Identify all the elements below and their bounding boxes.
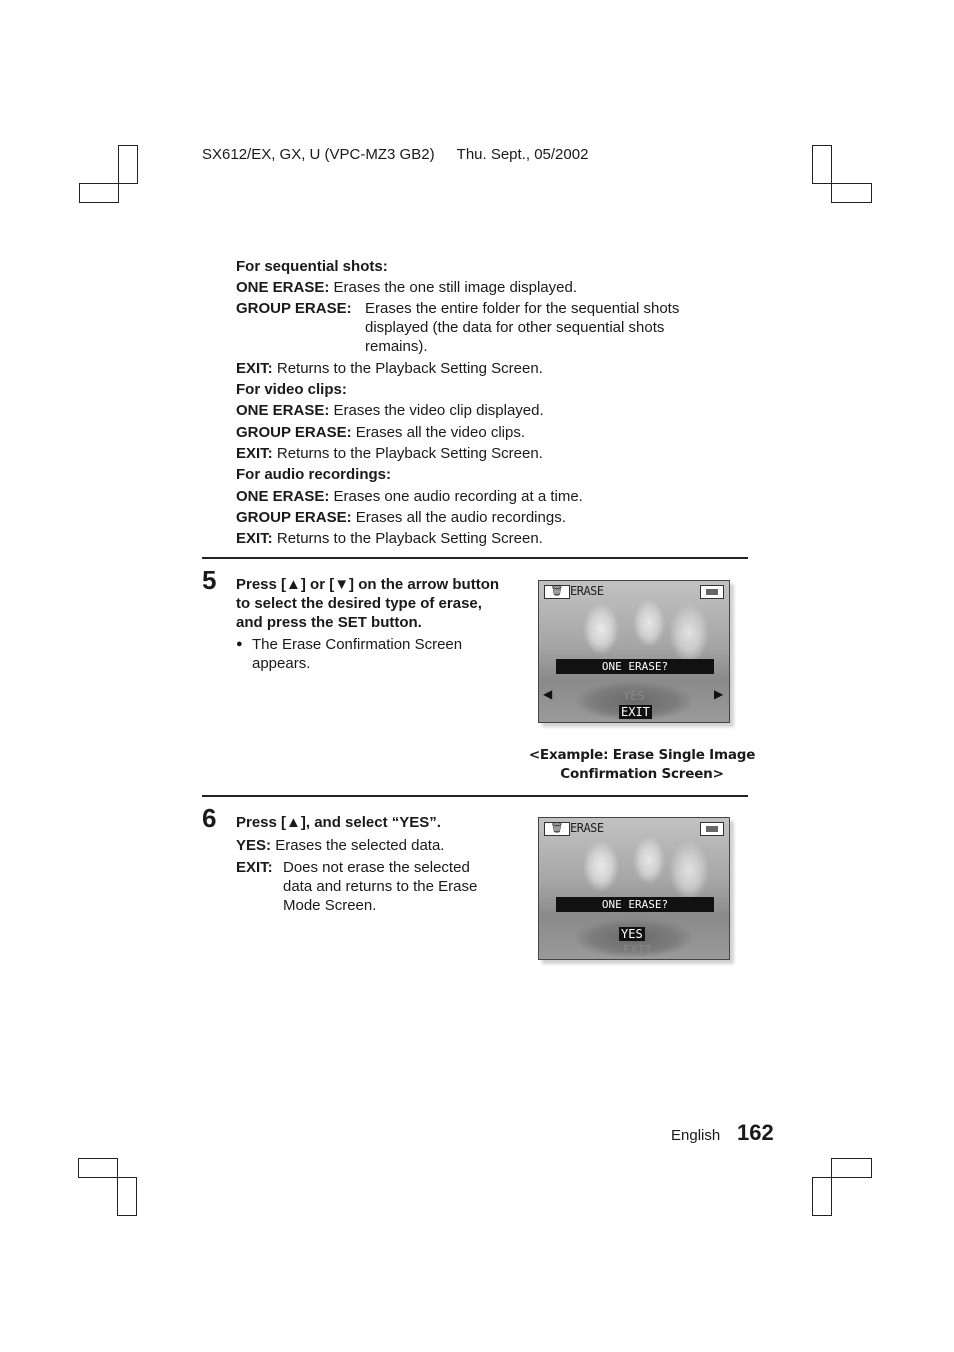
camera-screen-erase-mode [538,580,730,723]
term: EXIT: [236,859,273,876]
heading-sequential: For sequential shots: [236,258,388,275]
audio-one-erase [236,487,583,506]
memory-card-icon [700,585,724,599]
description: Erases the one still image displayed. [333,279,577,296]
step5-instruction: to select the desired type of erase, [236,595,482,612]
sequential-group-erase [236,299,352,318]
term: GROUP ERASE: [236,424,352,441]
video-exit [236,444,543,463]
step5-note: The Erase Confirmation Screen [252,636,463,653]
heading-audio: For audio recordings: [236,466,392,483]
screen-caption: <Example: Erase Single Image [528,747,756,763]
description: Erases all the video clips. [355,424,525,441]
step5-instruction: Press [▲] or [▼] on the arrow button [236,576,500,593]
description: Returns to the Playback Setting Screen. [276,530,543,547]
document-header [202,146,588,163]
crop-mark [812,1177,832,1216]
term: EXIT: [236,445,273,462]
section-divider [202,557,748,559]
crop-mark [812,145,832,184]
trash-icon: 🗑 [544,822,570,836]
crop-mark [831,183,872,203]
screen-title: ERASE [570,584,604,598]
step5-instruction: and press the SET button. [236,614,422,631]
description: Returns to the Playback Setting Screen. [276,360,543,377]
step-number: 6 [202,803,217,833]
term: EXIT: [236,360,273,377]
description: Erases the video clip displayed. [333,402,544,419]
step-number: 5 [202,565,217,595]
term: ONE ERASE: [236,402,330,419]
model-line: SX612/EX, GX, U (VPC-MZ3 GB2) [202,146,435,163]
term: ONE ERASE: [236,279,330,296]
description: Mode Screen. [283,897,377,914]
left-arrow-icon: ◀ [543,687,553,701]
footer-language: English [671,1127,721,1144]
memory-card-icon [700,822,724,836]
sequential-exit [236,359,543,378]
option-exit: EXIT [621,705,650,719]
heading-video: For video clips: [236,381,347,398]
audio-exit [236,529,543,548]
audio-group-erase [236,508,566,527]
description: data and returns to the Erase [283,878,478,895]
crop-mark [79,183,119,203]
description: Erases the entire folder for the sequential shots [365,300,680,317]
step6-yes [236,836,444,855]
crop-mark [831,1158,872,1178]
description: Returns to the Playback Setting Screen. [276,445,543,462]
screen-title: ERASE [570,821,604,835]
page-number: 162 [737,1120,774,1145]
video-one-erase [236,401,544,420]
option-yes: YES [623,689,645,703]
screen-caption: Confirmation Screen> [560,766,724,782]
screen-banner: ONE ERASE? [556,897,714,912]
step6-exit [236,858,273,877]
screen-banner: ONE ERASE? [556,659,714,674]
description: Erases all the audio recordings. [355,509,566,526]
term: YES: [236,837,272,854]
camera-screen-erase-confirm [538,817,730,960]
term: GROUP ERASE: [236,300,352,317]
description: remains). [365,338,428,355]
sequential-one-erase [236,278,577,297]
bullet-icon: ● [236,638,243,650]
section-divider [202,795,748,797]
right-arrow-icon: ▶ [714,687,724,701]
crop-mark [117,1177,137,1216]
description: displayed (the data for other sequential shots [365,319,665,336]
option-exit: EXIT [623,943,652,957]
term: ONE ERASE: [236,488,330,505]
trash-icon: 🗑 [544,585,570,599]
description: Erases the selected data. [275,837,445,854]
description: Erases one audio recording at a time. [333,488,583,505]
description: Does not erase the selected [283,859,470,876]
step6-instruction: Press [▲], and select “YES”. [236,814,441,831]
video-group-erase [236,423,525,442]
crop-mark [78,1158,118,1178]
option-yes: YES [621,927,643,941]
header-date: Thu. Sept., 05/2002 [456,146,589,163]
step5-note: appears. [252,655,311,672]
crop-mark [118,145,138,184]
term: EXIT: [236,530,273,547]
term: GROUP ERASE: [236,509,352,526]
